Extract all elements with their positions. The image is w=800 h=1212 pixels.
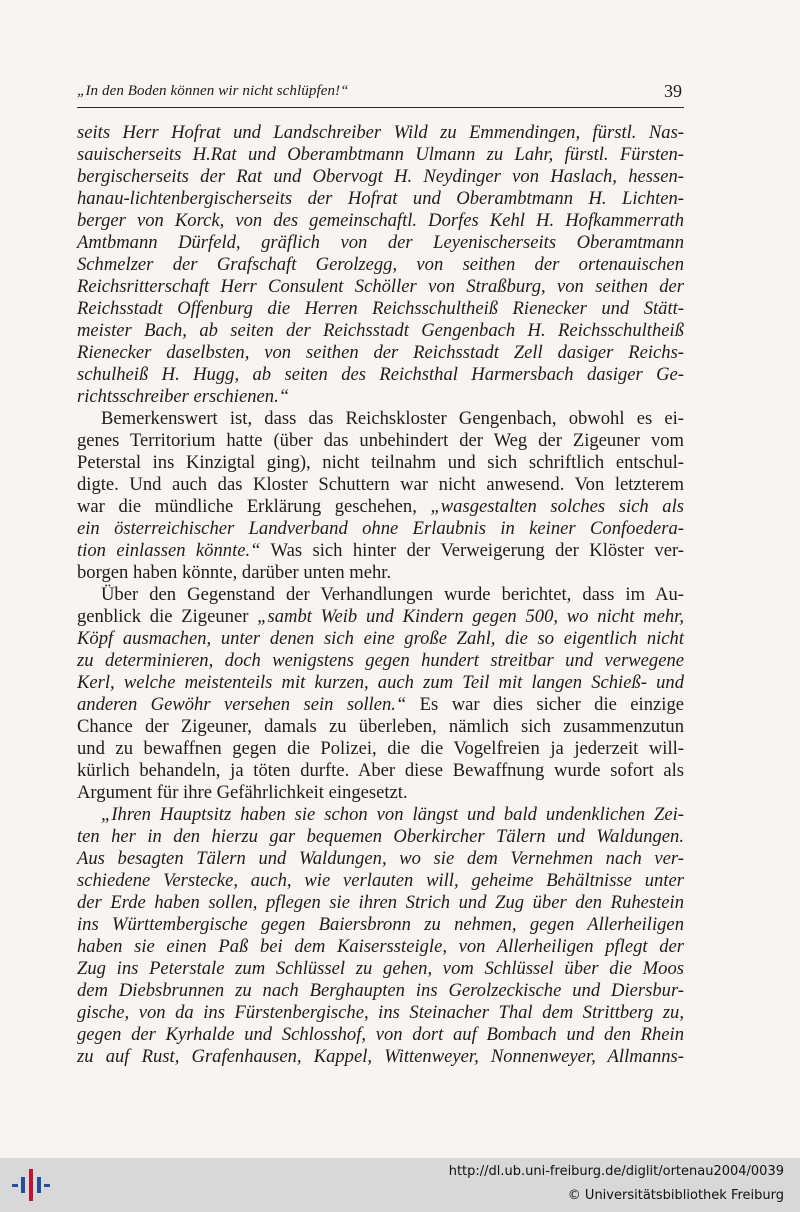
text-line: Bemerkenswert ist, dass das Reichskloster Gengenbach, obwohl es ei- xyxy=(101,408,684,429)
text-line: berger von Korck, von des gemeinschaftl. Dorfes Kehl H. Hofkammerrath xyxy=(77,210,684,231)
text-line: ten her in den hierzu gar bequemen Oberkircher Tälern und Waldungen. xyxy=(77,826,684,847)
text-line: Rienecker daselbsten, von seithen der Reichsstadt Zell dasiger Reichs- xyxy=(77,342,684,363)
text-line: digte. Und auch das Kloster Schuttern war nicht anwesend. Von letzterem xyxy=(77,474,684,495)
text-line xyxy=(77,606,684,628)
text-line: genes Territorium hatte (über das unbehindert der Weg der Zigeuner vom xyxy=(77,430,684,451)
text-line: haben sie einen Paß bei dem Kaiserssteigle, von Allerheiligen pflegt der xyxy=(77,936,684,957)
page-header xyxy=(77,81,684,108)
text-segment: war die mündliche Erklärung geschehen, xyxy=(77,496,417,517)
quote-segment: anderen Gewöhr versehen sein sollen.“ xyxy=(77,694,407,715)
text-line: richtsschreiber erschienen.“ xyxy=(77,386,290,407)
text-line: der Erde haben sollen, pflegen sie ihren Strich und Zug über den Ruhestein xyxy=(77,892,684,913)
text-line xyxy=(77,496,684,518)
text-line: kürlich behandeln, ja töten durfte. Aber diese Bewaffnung wurde sofort als xyxy=(77,760,684,781)
ub-freiburg-logo-icon xyxy=(10,1165,52,1205)
text-line: ein österreichischer Landverband ohne Erlaubnis in keiner Confoedera- xyxy=(77,518,684,539)
text-line: ins Württembergische gegen Baiersbronn zu nehmen, gegen Allerheiligen xyxy=(77,914,684,935)
text-line: Peterstal ins Kinzigtal ging), nicht teilnahm und sich schriftlich entschul- xyxy=(77,452,684,473)
text-line: gische, von da ins Fürstenbergische, ins Steinacher Thal dem Strittberg zu, xyxy=(77,1002,684,1023)
text-line: gegen der Kyrhalde und Schlosshof, von dort auf Bombach und den Rhein xyxy=(77,1024,684,1045)
text-line: und zu bewaffnen gegen die Polizei, die die Vogelfreien ja jederzeit will- xyxy=(77,738,684,759)
text-line: Argument für ihre Gefährlichkeit eingesetzt. xyxy=(77,782,408,803)
text-line: Reichsstadt Offenburg die Herren Reichsschultheiß Rienecker und Stätt- xyxy=(77,298,684,319)
text-line: Über den Gegenstand der Verhandlungen wurde berichtet, dass im Au- xyxy=(101,584,684,605)
quote-segment: tion einlassen könnte.“ xyxy=(77,540,261,561)
text-line: Kerl, welche meistenteils mit kurzen, auch zum Teil mit langen Schieß- und xyxy=(77,672,684,693)
text-line: Köpf ausmachen, unter denen sich eine große Zahl, die so eigentlich nicht xyxy=(77,628,684,649)
text-line: Amtbmann Dürfeld, gräflich von der Leyenischerseits Oberamtmann xyxy=(77,232,684,253)
quote-segment: „sambt Weib und Kindern gegen 500, wo nicht mehr, xyxy=(257,606,684,627)
text-line: bergischerseits der Rat und Obervogt H. Neydinger von Haslach, hessen- xyxy=(77,166,684,187)
footer-bar xyxy=(0,1158,800,1212)
text-line: hanau-lichtenbergischerseits der Hofrat und Oberambtmann H. Lichten- xyxy=(77,188,684,209)
text-line: Aus besagten Tälern und Waldungen, wo sie dem Vernehmen nach ver- xyxy=(77,848,684,869)
text-line: sauischerseits H.Rat und Oberambtmann Ulmann zu Lahr, fürstl. Fürsten- xyxy=(77,144,684,165)
text-line: Zug ins Peterstale zum Schlüssel zu gehen, vom Schlüssel über die Moos xyxy=(77,958,684,979)
text-line: zu determinieren, doch wenigstens gegen hundert streitbar und verwegene xyxy=(77,650,684,671)
copyright-text: © Universitätsbibliothek Freiburg xyxy=(567,1188,784,1203)
text-line: zu auf Rust, Grafenhausen, Kappel, Wittenweyer, Nonnenweyer, Allmanns- xyxy=(77,1046,684,1067)
text-line: schulheiß H. Hugg, ab seiten des Reichsthal Harmersbach dasiger Ge- xyxy=(77,364,684,385)
text-line: dem Diebsbrunnen zu nach Berghaupten ins Gerolzeckische und Diersbur- xyxy=(77,980,684,1001)
text-line xyxy=(77,540,684,562)
text-line: „Ihren Hauptsitz haben sie schon von längst und bald undenklichen Zei- xyxy=(101,804,684,825)
text-segment: Was sich hinter der Verweigerung der Klöster ver- xyxy=(260,540,684,561)
quote-segment: „wasgestalten solches sich als xyxy=(430,496,684,517)
body-text xyxy=(77,122,684,1068)
text-line: seits Herr Hofrat und Landschreiber Wild zu Emmendingen, fürstl. Nas- xyxy=(77,122,684,143)
text-line: meister Bach, ab seiten der Reichsstadt Gengenbach H. Reichsschultheiß xyxy=(77,320,684,341)
text-line xyxy=(77,694,684,716)
source-url-link[interactable]: http://dl.ub.uni-freiburg.de/diglit/ortenau2004/0039 xyxy=(448,1164,784,1179)
text-segment: Es war dies sicher die einzige xyxy=(406,694,684,715)
text-line: borgen haben könnte, darüber unten mehr. xyxy=(77,562,392,583)
page-number: 39 xyxy=(664,81,682,101)
text-line: Schmelzer der Grafschaft Gerolzegg, von seithen der ortenauischen xyxy=(77,254,684,275)
text-segment: genblick die Zigeuner xyxy=(77,606,249,627)
running-title: „In den Boden können wir nicht schlüpfen!“ xyxy=(77,83,349,99)
text-line: schiedene Verstecke, auch, wie verlauten will, geheime Behältnisse unter xyxy=(77,870,684,891)
text-line: Chance der Zigeuner, damals zu überleben, nämlich sich zusammenzutun xyxy=(77,716,684,737)
text-line: Reichsritterschaft Herr Consulent Schöller von Straßburg, von seithen der xyxy=(77,276,684,297)
